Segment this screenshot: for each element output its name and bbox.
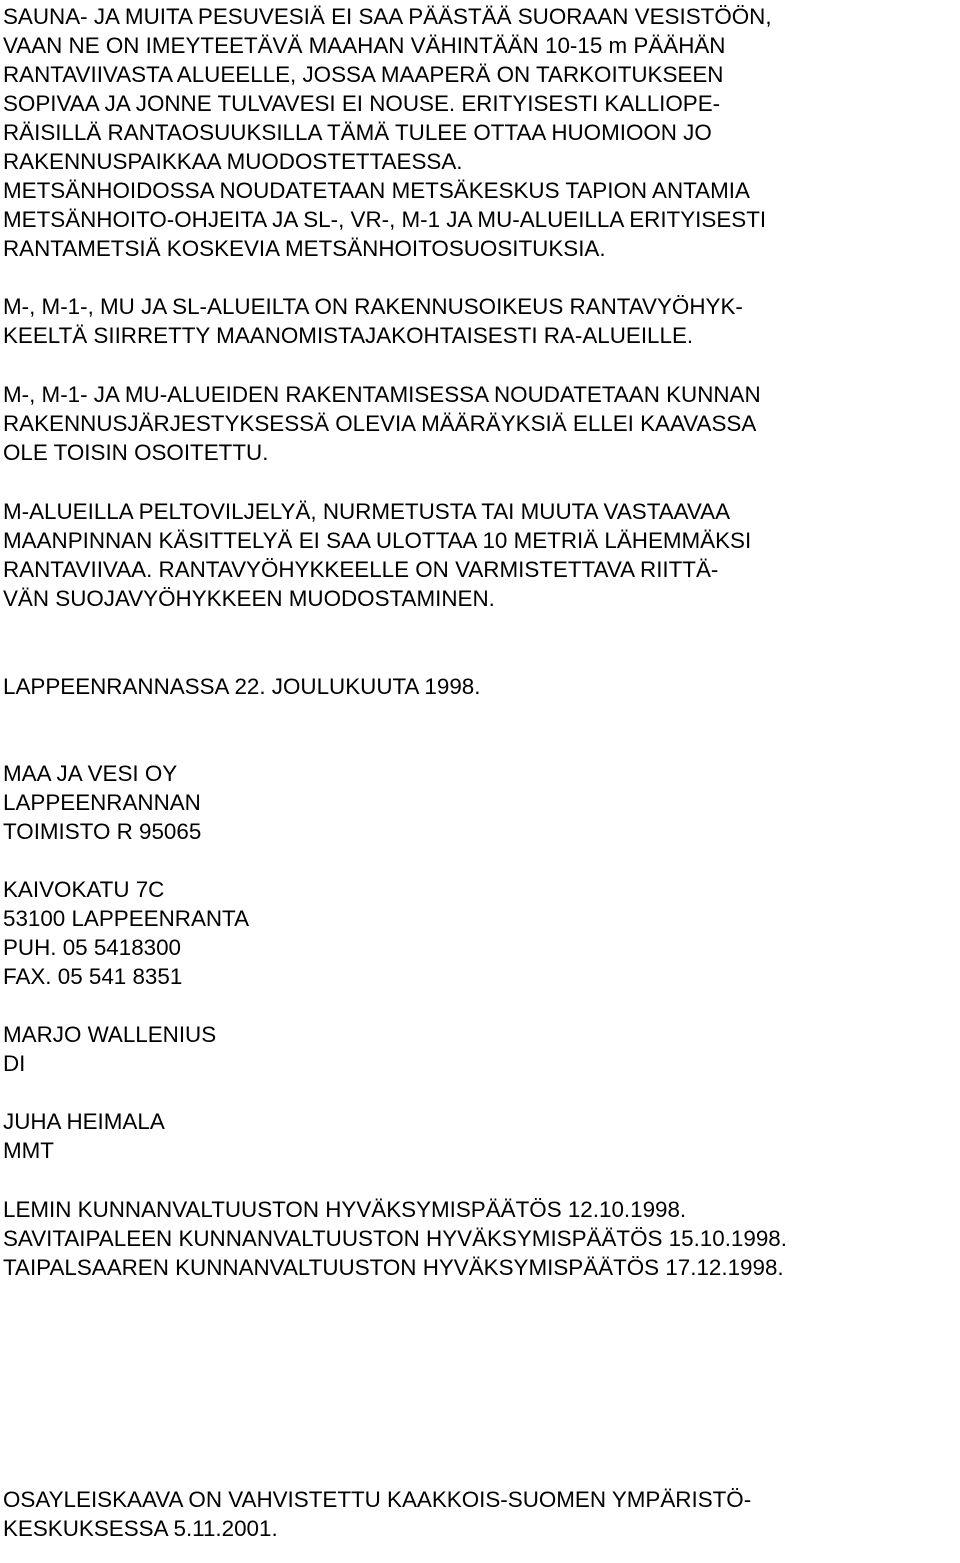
approval-line: LEMIN KUNNANVALTUUSTON HYVÄKSYMISPÄÄTÖS 12.10.1998. — [3, 1197, 687, 1222]
text-line: M-, M-1- JA MU-ALUEIDEN RAKENTAMISESSA NOUDATETAAN KUNNAN — [3, 382, 761, 407]
text-line: KEELTÄ SIIRRETTY MAANOMISTAJAKOHTAISESTI RA-ALUEILLE. — [3, 323, 694, 348]
text-line: M-ALUEILLA PELTOVILJELYÄ, NURMETUSTA TAI MUUTA VASTAAVAA — [3, 499, 731, 524]
postal-city: 53100 LAPPEENRANTA — [3, 906, 250, 931]
text-line: METSÄNHOIDOSSA NOUDATETAAN METSÄKESKUS TAPION ANTAMIA — [3, 178, 750, 203]
signer-name: JUHA HEIMALA — [3, 1109, 165, 1134]
text-line: OLE TOISIN OSOITETTU. — [3, 440, 269, 465]
company-name: MAA JA VESI OY — [3, 761, 178, 786]
place-date: LAPPEENRANNASSA 22. JOULUKUUTA 1998. — [3, 674, 481, 699]
text-line: METSÄNHOITO-OHJEITA JA SL-, VR-, M-1 JA MU-ALUEILLA ERITYISESTI — [3, 207, 767, 232]
signer-title: DI — [3, 1051, 26, 1076]
company-office-id: TOIMISTO R 95065 — [3, 819, 202, 844]
text-line: RÄISILLÄ RANTAOSUUKSILLA TÄMÄ TULEE OTTAA HUOMIOON JO — [3, 120, 712, 145]
text-line: VÄN SUOJAVYÖHYKKEEN MUODOSTAMINEN. — [3, 586, 495, 611]
signer-title: MMT — [3, 1138, 54, 1163]
phone-number: PUH. 05 5418300 — [3, 935, 182, 960]
signer-name: MARJO WALLENIUS — [3, 1022, 217, 1047]
fax-number: FAX. 05 541 8351 — [3, 964, 183, 989]
ratification-line: OSAYLEISKAAVA ON VAHVISTETTU KAAKKOIS-SUOMEN YMPÄRISTÖ- — [3, 1487, 752, 1512]
text-line: SAUNA- JA MUITA PESUVESIÄ EI SAA PÄÄSTÄÄ SUORAAN VESISTÖÖN, — [3, 4, 772, 29]
text-line: MAANPINNAN KÄSITTELYÄ EI SAA ULOTTAA 10 METRIÄ LÄHEMMÄKSI — [3, 528, 752, 553]
company-office: LAPPEENRANNAN — [3, 790, 201, 815]
text-line: RAKENNUSPAIKKAA MUODOSTETTAESSA. — [3, 149, 463, 174]
text-line: M-, M-1-, MU JA SL-ALUEILTA ON RAKENNUSOIKEUS RANTAVYÖHYK- — [3, 294, 743, 319]
text-line: RAKENNUSJÄRJESTYKSESSÄ OLEVIA MÄÄRÄYKSIÄ ELLEI KAAVASSA — [3, 411, 757, 436]
text-line: VAAN NE ON IMEYTEETÄVÄ MAAHAN VÄHINTÄÄN 10-15 m PÄÄHÄN — [3, 33, 726, 58]
text-line: RANTAVIIVAA. RANTAVYÖHYKKEELLE ON VARMISTETTAVA RIITTÄ- — [3, 557, 719, 582]
approval-line: TAIPALSAAREN KUNNANVALTUUSTON HYVÄKSYMISPÄÄTÖS 17.12.1998. — [3, 1255, 784, 1280]
approval-line: SAVITAIPALEEN KUNNANVALTUUSTON HYVÄKSYMISPÄÄTÖS 15.10.1998. — [3, 1226, 787, 1251]
text-line: RANTAVIIVASTA ALUEELLE, JOSSA MAAPERÄ ON TARKOITUKSEEN — [3, 62, 724, 87]
street-address: KAIVOKATU 7C — [3, 877, 165, 902]
text-line: RANTAMETSIÄ KOSKEVIA METSÄNHOITOSUOSITUKSIA. — [3, 236, 606, 261]
text-line: SOPIVAA JA JONNE TULVAVESI EI NOUSE. ERITYISESTI KALLIOPE- — [3, 91, 721, 116]
ratification-line: KESKUKSESSA 5.11.2001. — [3, 1516, 278, 1541]
